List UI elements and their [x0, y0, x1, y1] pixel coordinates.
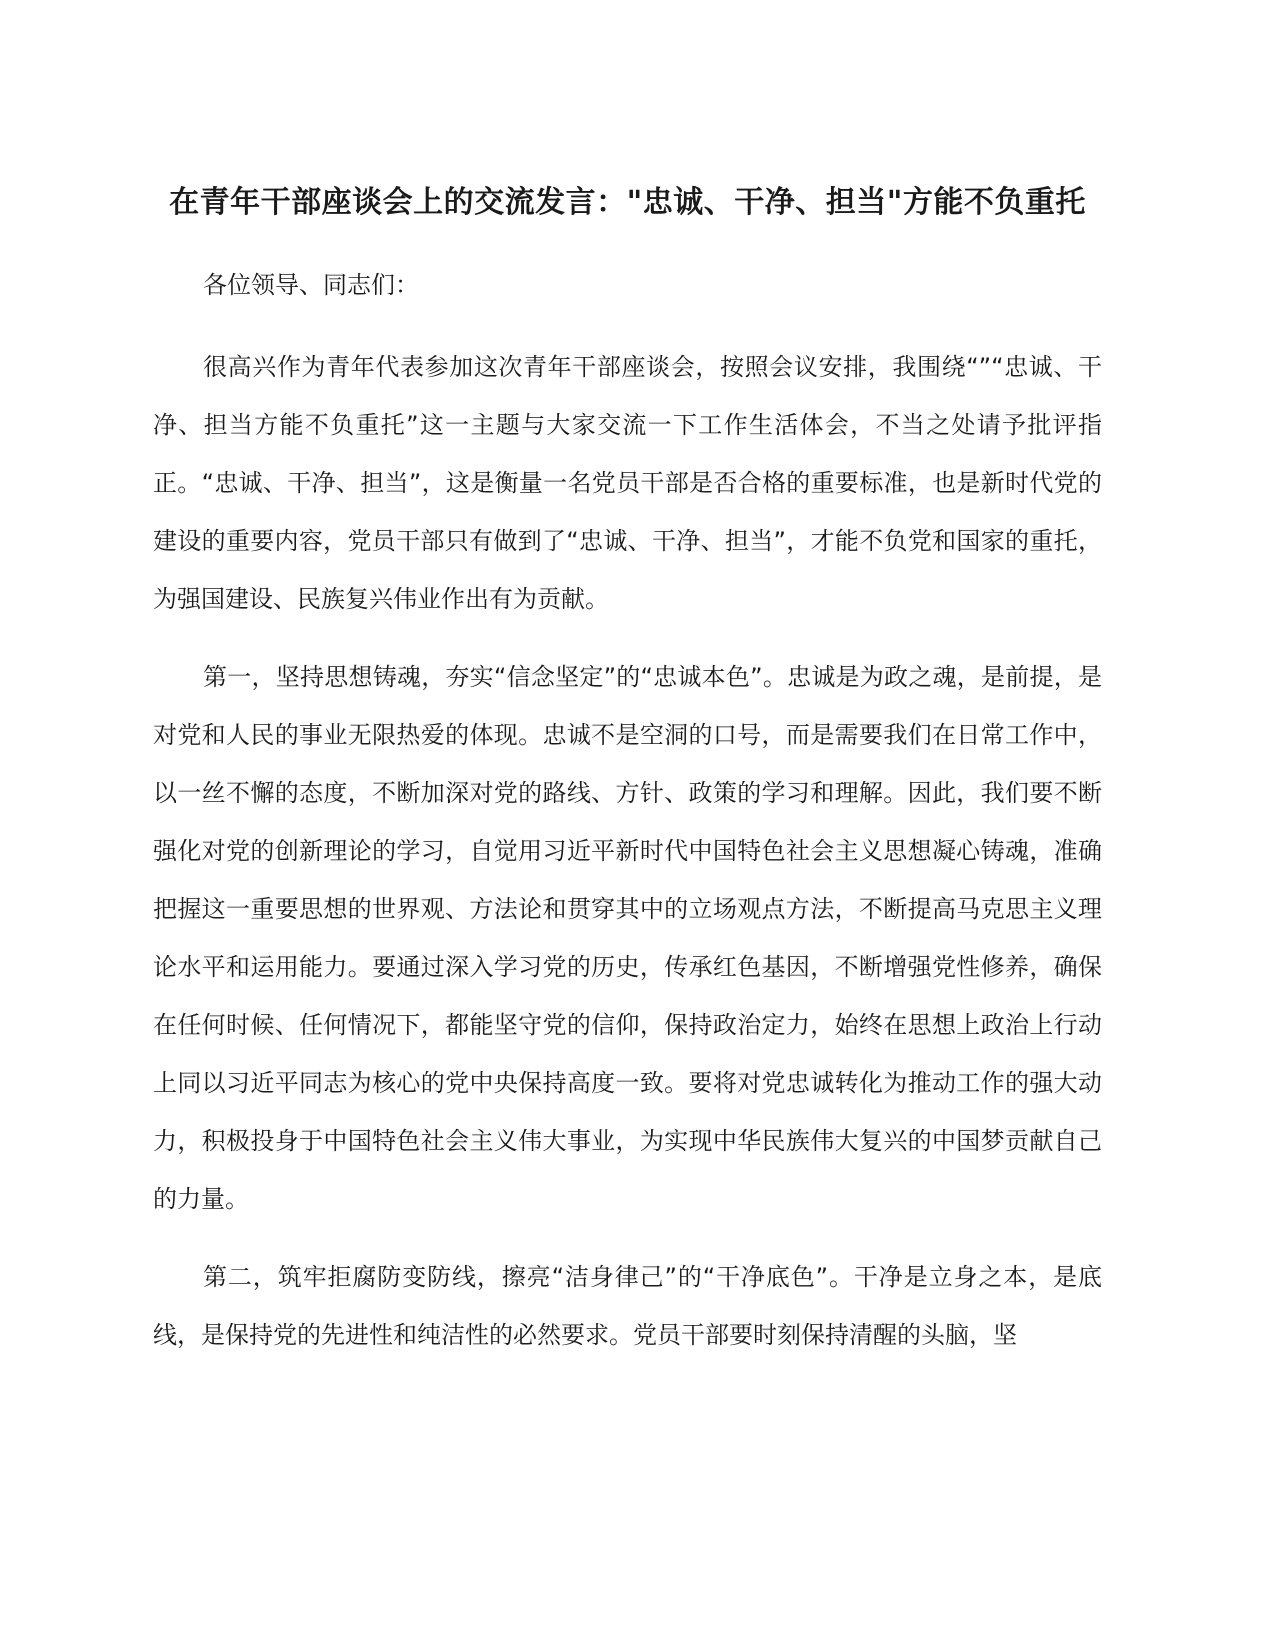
document-title: 在青年干部座谈会上的交流发言："忠诚、干净、担当"方能不负重托	[169, 185, 1086, 220]
paragraph-loyalty: 第一，坚持思想铸魂，夯实“信念坚定”的“忠诚本色”。忠诚是为政之魂，是前提，是对党和人民的事业无限热爱的体现。忠诚不是空洞的口号，而是需要我们在日常工作中，以一丝不懈的态度，不断加深对党的路线、方针、政策的学习和理解。因此，我们要不断强化对党的创新理论的学习，自觉用习近平新时代中国特色社会主义思想凝心铸魂，准确把握这一重要思想的世界观、方法论和贯穿其中的立场观点方法，不断提高马克思主义理论水平和运用能力。要通过深入学习党的历史，传承红色基因，不断增强党性修养，确保在任何时候、任何情况下，都能坚守党的信仰，保持政治定力，始终在思想上政治上行动上同以习近平同志为核心的党中央保持高度一致。要将对党忠诚转化为推动工作的强大动力，积极投身于中国特色社会主义伟大事业，为实现中华民族伟大复兴的中国梦贡献自己的力量。	[153, 663, 1102, 1213]
paragraph-intro: 很高兴作为青年代表参加这次青年干部座谈会，按照会议安排，我围绕“”“忠诚、干净、担当方能不负重托”这一主题与大家交流一下工作生活体会，不当之处请予批评指正。“忠诚、干净、担当”，这是衡量一名党员干部是否合格的重要标准，也是新时代党的建设的重要内容，党员干部只有做到了“忠诚、干净、担当”，才能不负党和国家的重托，为强国建设、民族复兴伟业作出有为贡献。	[153, 353, 1102, 613]
paragraph-integrity: 第二，筑牢拒腐防变防线，擦亮“洁身律己”的“干净底色”。干净是立身之本，是底线，是保持党的先进性和纯洁性的必然要求。党员干部要时刻保持清醒的头脑，坚	[153, 1263, 1102, 1349]
salutation: 各位领导、同志们：	[203, 271, 419, 299]
